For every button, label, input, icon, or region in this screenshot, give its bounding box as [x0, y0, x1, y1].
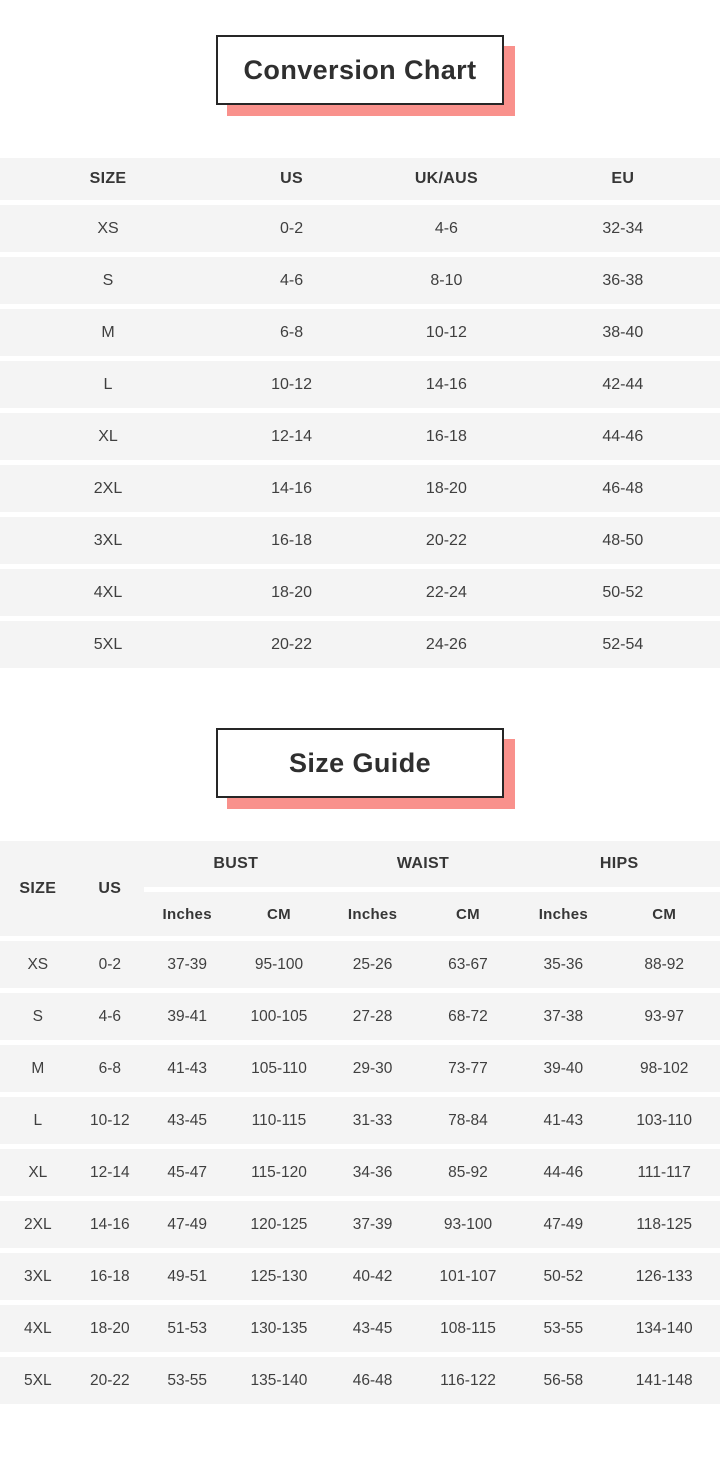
value-cell: 10-12: [216, 361, 367, 408]
value-cell: 16-18: [216, 517, 367, 564]
value-cell: 43-45: [328, 1305, 418, 1352]
value-cell: 46-48: [328, 1357, 418, 1404]
conversion-chart-header-row: [0, 158, 720, 200]
subheader-bust-inches: Inches: [144, 892, 230, 936]
value-cell: 16-18: [367, 413, 525, 460]
table-row: [0, 205, 720, 252]
size-cell: 2XL: [0, 465, 216, 512]
value-cell: 108-115: [418, 1305, 519, 1352]
value-cell: 38-40: [526, 309, 720, 356]
size-cell: L: [0, 1097, 76, 1144]
table-row: [0, 1097, 720, 1144]
value-cell: 6-8: [216, 309, 367, 356]
value-cell: 10-12: [367, 309, 525, 356]
value-cell: 93-100: [418, 1201, 519, 1248]
value-cell: 18-20: [367, 465, 525, 512]
size-cell: S: [0, 993, 76, 1040]
value-cell: 24-26: [367, 621, 525, 668]
value-cell: 63-67: [418, 941, 519, 988]
table-row: [0, 621, 720, 668]
group-header-waist: WAIST: [328, 841, 519, 887]
column-header-us: US: [76, 841, 144, 936]
size-cell: 3XL: [0, 1253, 76, 1300]
value-cell: 4-6: [76, 993, 144, 1040]
value-cell: 51-53: [144, 1305, 230, 1352]
value-cell: 10-12: [76, 1097, 144, 1144]
size-cell: M: [0, 1045, 76, 1092]
value-cell: 53-55: [518, 1305, 608, 1352]
value-cell: 50-52: [518, 1253, 608, 1300]
table-row: [0, 941, 720, 988]
value-cell: 46-48: [526, 465, 720, 512]
size-cell: 4XL: [0, 1305, 76, 1352]
table-row: [0, 361, 720, 408]
size-cell: M: [0, 309, 216, 356]
value-cell: 45-47: [144, 1149, 230, 1196]
value-cell: 37-38: [518, 993, 608, 1040]
subheader-waist-cm: CM: [418, 892, 519, 936]
value-cell: 126-133: [608, 1253, 720, 1300]
value-cell: 14-16: [216, 465, 367, 512]
value-cell: 48-50: [526, 517, 720, 564]
conversion-chart-title-wrap: [0, 35, 720, 105]
value-cell: 130-135: [230, 1305, 327, 1352]
value-cell: 44-46: [526, 413, 720, 460]
size-guide-table: [0, 836, 720, 1409]
table-row: [0, 465, 720, 512]
value-cell: 120-125: [230, 1201, 327, 1248]
value-cell: 125-130: [230, 1253, 327, 1300]
value-cell: 44-46: [518, 1149, 608, 1196]
size-cell: L: [0, 361, 216, 408]
size-guide-title-wrap: [0, 728, 720, 798]
column-header-ukaus: UK/AUS: [367, 158, 525, 200]
value-cell: 110-115: [230, 1097, 327, 1144]
table-row: [0, 1201, 720, 1248]
table-row: [0, 517, 720, 564]
value-cell: 0-2: [76, 941, 144, 988]
value-cell: 88-92: [608, 941, 720, 988]
value-cell: 20-22: [76, 1357, 144, 1404]
size-cell: 3XL: [0, 517, 216, 564]
size-cell: 2XL: [0, 1201, 76, 1248]
column-header-us: US: [216, 158, 367, 200]
value-cell: 18-20: [216, 569, 367, 616]
value-cell: 93-97: [608, 993, 720, 1040]
value-cell: 56-58: [518, 1357, 608, 1404]
value-cell: 105-110: [230, 1045, 327, 1092]
value-cell: 35-36: [518, 941, 608, 988]
value-cell: 103-110: [608, 1097, 720, 1144]
value-cell: 141-148: [608, 1357, 720, 1404]
table-row: [0, 257, 720, 304]
value-cell: 52-54: [526, 621, 720, 668]
value-cell: 20-22: [216, 621, 367, 668]
value-cell: 134-140: [608, 1305, 720, 1352]
value-cell: 8-10: [367, 257, 525, 304]
value-cell: 53-55: [144, 1357, 230, 1404]
value-cell: 22-24: [367, 569, 525, 616]
subheader-hips-cm: CM: [608, 892, 720, 936]
value-cell: 20-22: [367, 517, 525, 564]
value-cell: 36-38: [526, 257, 720, 304]
table-row: [0, 1305, 720, 1352]
value-cell: 14-16: [367, 361, 525, 408]
value-cell: 47-49: [518, 1201, 608, 1248]
conversion-chart-section: [0, 35, 720, 673]
table-row: [0, 993, 720, 1040]
subheader-waist-inches: Inches: [328, 892, 418, 936]
value-cell: 47-49: [144, 1201, 230, 1248]
value-cell: 4-6: [216, 257, 367, 304]
value-cell: 73-77: [418, 1045, 519, 1092]
table-row: [0, 1149, 720, 1196]
table-row: [0, 1357, 720, 1404]
size-guide-group-header-row: [0, 841, 720, 887]
value-cell: 115-120: [230, 1149, 327, 1196]
value-cell: 118-125: [608, 1201, 720, 1248]
column-header-size: SIZE: [0, 158, 216, 200]
value-cell: 39-41: [144, 993, 230, 1040]
value-cell: 6-8: [76, 1045, 144, 1092]
table-row: [0, 1045, 720, 1092]
table-row: [0, 1253, 720, 1300]
value-cell: 42-44: [526, 361, 720, 408]
value-cell: 25-26: [328, 941, 418, 988]
value-cell: 111-117: [608, 1149, 720, 1196]
size-cell: XL: [0, 1149, 76, 1196]
table-row: [0, 309, 720, 356]
value-cell: 95-100: [230, 941, 327, 988]
group-header-bust: BUST: [144, 841, 328, 887]
value-cell: 29-30: [328, 1045, 418, 1092]
value-cell: 12-14: [76, 1149, 144, 1196]
size-cell: XS: [0, 205, 216, 252]
value-cell: 100-105: [230, 993, 327, 1040]
value-cell: 12-14: [216, 413, 367, 460]
size-guide-title-box: [216, 728, 504, 798]
value-cell: 101-107: [418, 1253, 519, 1300]
value-cell: 27-28: [328, 993, 418, 1040]
table-row: [0, 413, 720, 460]
value-cell: 14-16: [76, 1201, 144, 1248]
group-header-hips: HIPS: [518, 841, 720, 887]
size-cell: XS: [0, 941, 76, 988]
size-cell: 4XL: [0, 569, 216, 616]
conversion-chart-title-box: [216, 35, 504, 105]
value-cell: 18-20: [76, 1305, 144, 1352]
value-cell: 34-36: [328, 1149, 418, 1196]
value-cell: 0-2: [216, 205, 367, 252]
value-cell: 43-45: [144, 1097, 230, 1144]
table-row: [0, 569, 720, 616]
column-header-eu: EU: [526, 158, 720, 200]
value-cell: 78-84: [418, 1097, 519, 1144]
column-header-size: SIZE: [0, 841, 76, 936]
size-cell: S: [0, 257, 216, 304]
value-cell: 135-140: [230, 1357, 327, 1404]
value-cell: 41-43: [144, 1045, 230, 1092]
size-guide-section: [0, 728, 720, 1409]
subheader-hips-inches: Inches: [518, 892, 608, 936]
value-cell: 4-6: [367, 205, 525, 252]
size-cell: XL: [0, 413, 216, 460]
value-cell: 40-42: [328, 1253, 418, 1300]
value-cell: 16-18: [76, 1253, 144, 1300]
value-cell: 37-39: [144, 941, 230, 988]
value-cell: 116-122: [418, 1357, 519, 1404]
size-cell: 5XL: [0, 621, 216, 668]
size-guide-title: Size Guide: [288, 747, 432, 778]
value-cell: 39-40: [518, 1045, 608, 1092]
value-cell: 50-52: [526, 569, 720, 616]
value-cell: 49-51: [144, 1253, 230, 1300]
subheader-bust-cm: CM: [230, 892, 327, 936]
conversion-chart-table: [0, 153, 720, 673]
value-cell: 98-102: [608, 1045, 720, 1092]
value-cell: 41-43: [518, 1097, 608, 1144]
conversion-chart-title: Conversion Chart: [243, 54, 477, 85]
value-cell: 85-92: [418, 1149, 519, 1196]
value-cell: 31-33: [328, 1097, 418, 1144]
value-cell: 32-34: [526, 205, 720, 252]
size-cell: 5XL: [0, 1357, 76, 1404]
value-cell: 37-39: [328, 1201, 418, 1248]
value-cell: 68-72: [418, 993, 519, 1040]
